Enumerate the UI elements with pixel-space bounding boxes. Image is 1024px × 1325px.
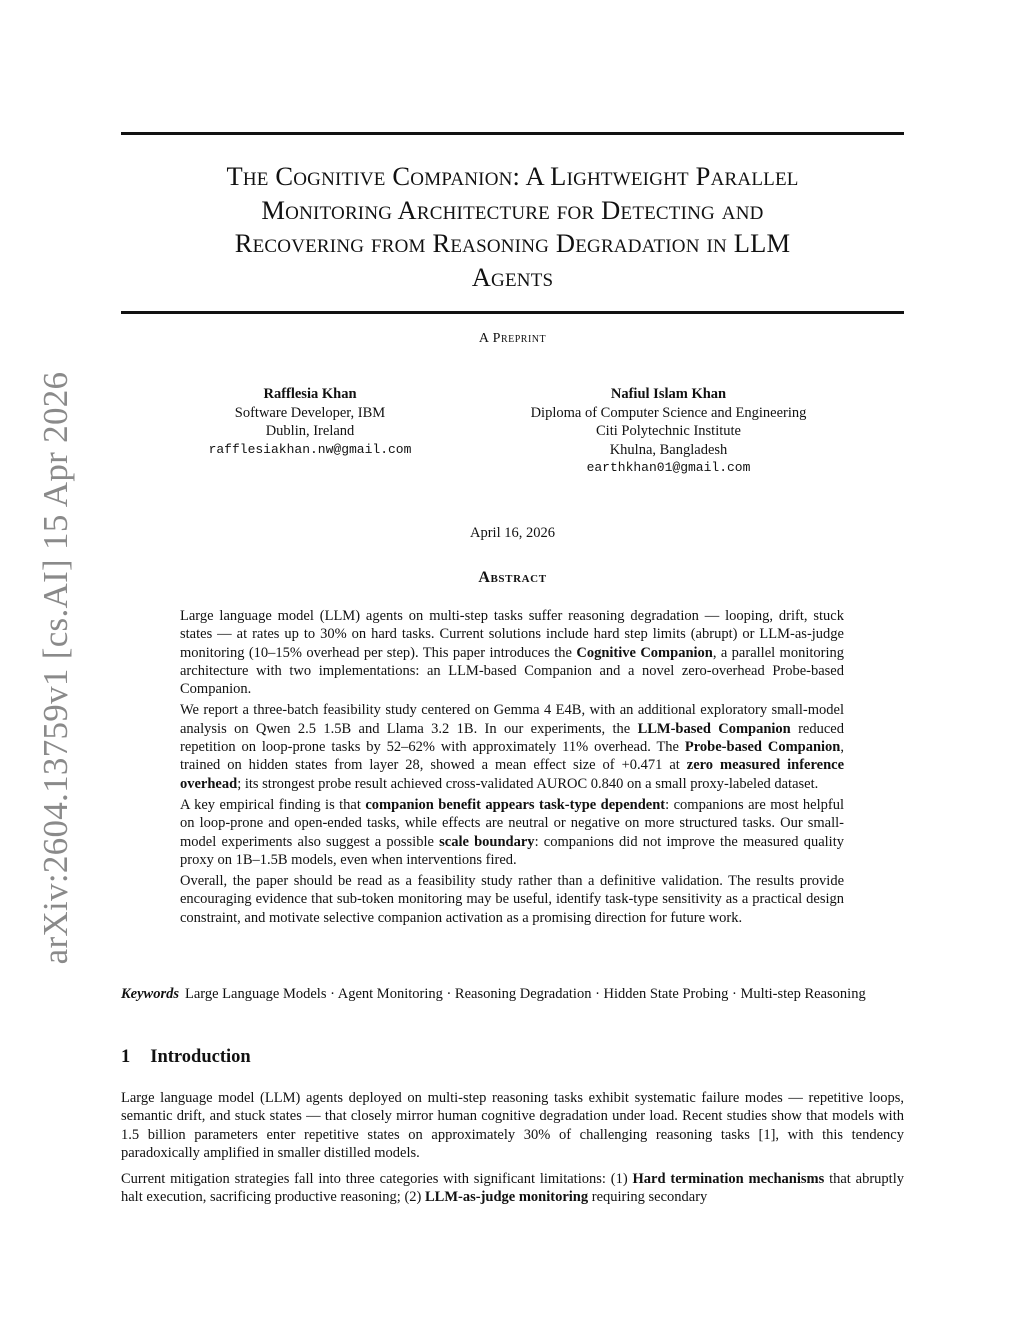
author-email: rafflesiakhan.nw@gmail.com	[208, 441, 412, 457]
abstract-paragraph: Large language model (LLM) agents on multi-step tasks suffer reasoning degradation — looping, drift, stuck states — at rates up to 30% on hard tasks. Current solutions include hard step limits (abrupt) or LLM-as-judge monitoring (10–15% overhead per step). This paper introduces the Cognitive Companion, a parallel monitoring architecture with two implementations: an LLM-based Companion and a novel zero-overhead Probe-based Companion.	[180, 608, 844, 698]
abstract-paragraph: A key empirical finding is that companion benefit appears task-type dependent: companions are most helpful on loop-prone and open-ended tasks, while effects are neutral or negative on more structured tasks. Our small-model experiments also suggest a possible scale boundary: companions did not improve the measured quality proxy on 1B–1.5B models, even when interventions fired.	[180, 796, 844, 868]
author-location: Dublin, Ireland	[265, 423, 355, 439]
keywords	[121, 985, 904, 1004]
arxiv-stamp: arXiv:2604.13759v1 [cs.AI] 15 Apr 2026	[36, 371, 75, 965]
intro-paragraph: Current mitigation strategies fall into three categories with significant limitations: (1) Hard termination mechanisms that abruptly halt execution, sacrificing productive reasoning; (2) LLM-as-judge monitoring requiring secondary	[121, 1171, 904, 1206]
abstract-heading: Abstract	[478, 569, 547, 586]
introduction-body	[121, 1089, 904, 1215]
preprint-label: A Preprint	[478, 331, 547, 346]
section-number: 1	[121, 1047, 131, 1067]
author-location: Khulna, Bangladesh	[609, 441, 728, 458]
author-institute: Citi Polytechnic Institute	[596, 423, 741, 439]
title-top-rule	[121, 132, 904, 135]
author-affiliation: Diploma of Computer Science and Engineering	[530, 404, 807, 421]
title-line: Recovering from Reasoning Degradation in LLM	[234, 228, 791, 258]
keywords-list: Large Language Models · Agent Monitoring · Reasoning Degradation · Hidden State Probing · Multi-step Reasoning	[185, 986, 866, 1002]
keywords-label: Keywords	[121, 986, 179, 1002]
author-name: Rafflesia Khan	[263, 386, 357, 402]
paper-date: April 16, 2026	[470, 525, 555, 541]
author-name: Nafiul Islam Khan	[610, 386, 727, 402]
title-bottom-rule	[121, 311, 904, 314]
abstract-paragraph: Overall, the paper should be read as a feasibility study rather than a definitive validation. The results provide encouraging evidence that sub-token monitoring may be useful, identify task-type sensitivity as a practical design constraint, and motivate selective companion activation as a promising direction for future work.	[180, 873, 844, 926]
author-email: earthkhan01@gmail.com	[586, 460, 751, 475]
author-affiliation: Software Developer, IBM	[234, 404, 386, 421]
abstract-body	[180, 607, 844, 930]
author-block-2	[490, 385, 847, 478]
title-line: Monitoring Architecture for Detecting and	[261, 194, 764, 225]
paper-title	[121, 160, 904, 294]
section-title: Introduction	[150, 1047, 251, 1067]
abstract-paragraph: We report a three-batch feasibility study centered on Gemma 4 E4B, with an additional exploratory small-model analysis on Qwen 2.5 1.5B and Llama 3.2 1B. In our experiments, the LLM-based Companion reduced repetition on loop-prone tasks by 52–62% with approximately 11% overhead. The Probe-based Companion, trained on hidden states from layer 28, showed a mean effect size of +0.471 at zero measured inference overhead; its strongest probe result achieved cross-validated AUROC 0.840 on a small proxy-labeled dataset.	[180, 702, 845, 792]
intro-paragraph: Large language model (LLM) agents deployed on multi-step reasoning tasks exhibit systematic failure modes — repetitive loops, semantic drift, and stuck states — that closely mirror human cognitive degradation under load. Recent studies show that models with 1.5 billion parameters enter repetitive states on approximately 30% of challenging reasoning tasks [1], with this tendency paradoxically amplified in smaller distilled models.	[121, 1090, 904, 1161]
author-block-1	[170, 385, 450, 459]
title-line: Agents	[471, 261, 554, 292]
section-heading-introduction	[121, 1047, 251, 1068]
title-line: The Cognitive Companion: A Lightweight Parallel	[226, 161, 799, 191]
